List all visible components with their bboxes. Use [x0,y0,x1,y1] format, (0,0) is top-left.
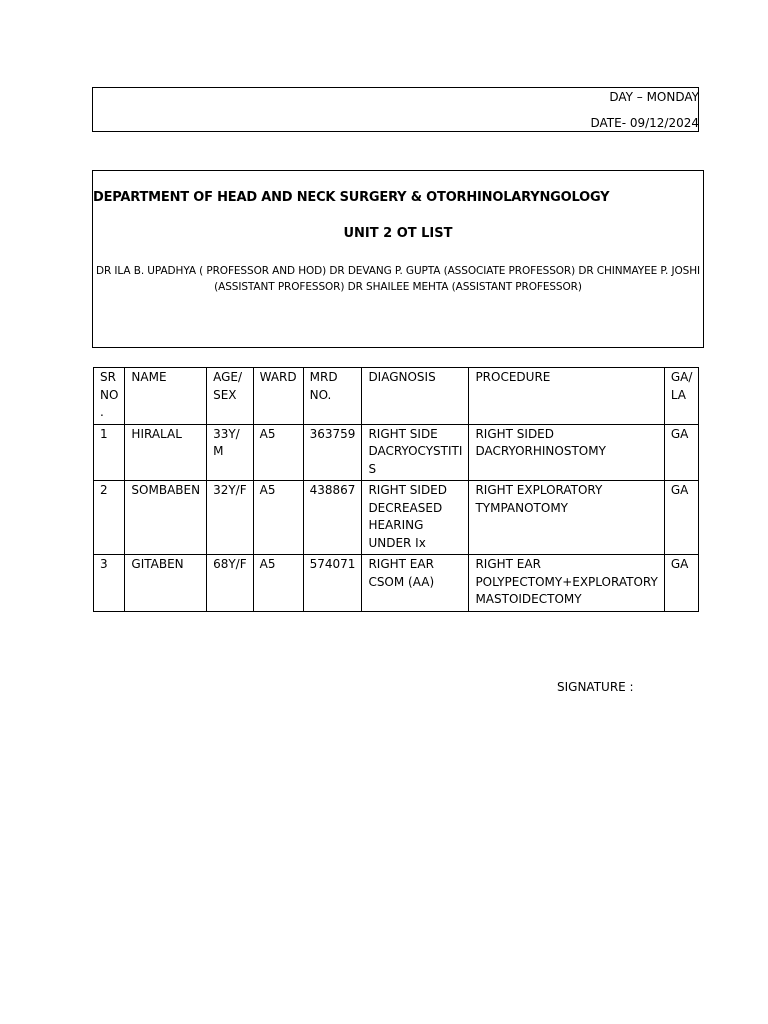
cell-ward: A5 [253,555,303,612]
department-title: DEPARTMENT OF HEAD AND NECK SURGERY & OTORHINOLARYNGOLOGY [93,190,610,205]
cell-diagnosis: RIGHT SIDED DECREASED HEARING UNDER Ix [362,481,469,555]
unit-title: UNIT 2 OT LIST [343,226,453,241]
faculty-list [93,263,703,295]
table-row [94,424,699,481]
cell-mrd-no: 438867 [303,481,362,555]
cell-procedure: RIGHT EAR POLYPECTOMY+EXPLORATORY MASTOIDECTOMY [469,555,664,612]
cell-diagnosis: RIGHT EAR CSOM (AA) [362,555,469,612]
faculty-line-2: (ASSISTANT PROFESSOR) DR SHAILEE MEHTA (ASSISTANT PROFESSOR) [214,281,582,293]
cell-age-sex: 68Y/F [207,555,254,612]
cell-diagnosis: RIGHT SIDE DACRYOCYSTITI S [362,424,469,481]
date-header-box [92,87,699,132]
cell-ga-la: GA [664,555,699,612]
cell-name: GITABEN [125,555,207,612]
ot-list-table [93,367,699,612]
table-header-row [94,368,699,425]
cell-ward: A5 [253,481,303,555]
cell-sr-no: 3 [94,555,125,612]
faculty-line-1: DR ILA B. UPADHYA ( PROFESSOR AND HOD) DR DEVANG P. GUPTA (ASSOCIATE PROFESSOR) DR CHINMAYEE P. JOSHI [96,265,700,277]
header-diagnosis: DIAGNOSIS [362,368,469,425]
date-label: DATE- 09/12/2024 [590,116,699,130]
header-mrd-no: MRD NO. [303,368,362,425]
cell-mrd-no: 574071 [303,555,362,612]
cell-sr-no: 2 [94,481,125,555]
cell-ga-la: GA [664,424,699,481]
header-procedure: PROCEDURE [469,368,664,425]
header-name: NAME [125,368,207,425]
cell-age-sex: 32Y/F [207,481,254,555]
header-age-sex: AGE/ SEX [207,368,254,425]
table-row [94,555,699,612]
cell-name: SOMBABEN [125,481,207,555]
header-sr-no: SR NO . [94,368,125,425]
cell-procedure: RIGHT EXPLORATORY TYMPANOTOMY [469,481,664,555]
cell-sr-no: 1 [94,424,125,481]
header-ward: WARD [253,368,303,425]
day-label: DAY – MONDAY [609,90,699,104]
table-row [94,481,699,555]
department-header-box [92,170,704,348]
header-ga-la: GA/ LA [664,368,699,425]
cell-age-sex: 33Y/ M [207,424,254,481]
cell-ward: A5 [253,424,303,481]
cell-name: HIRALAL [125,424,207,481]
cell-mrd-no: 363759 [303,424,362,481]
signature-label: SIGNATURE : [557,680,634,694]
cell-procedure: RIGHT SIDED DACRYORHINOSTOMY [469,424,664,481]
cell-ga-la: GA [664,481,699,555]
